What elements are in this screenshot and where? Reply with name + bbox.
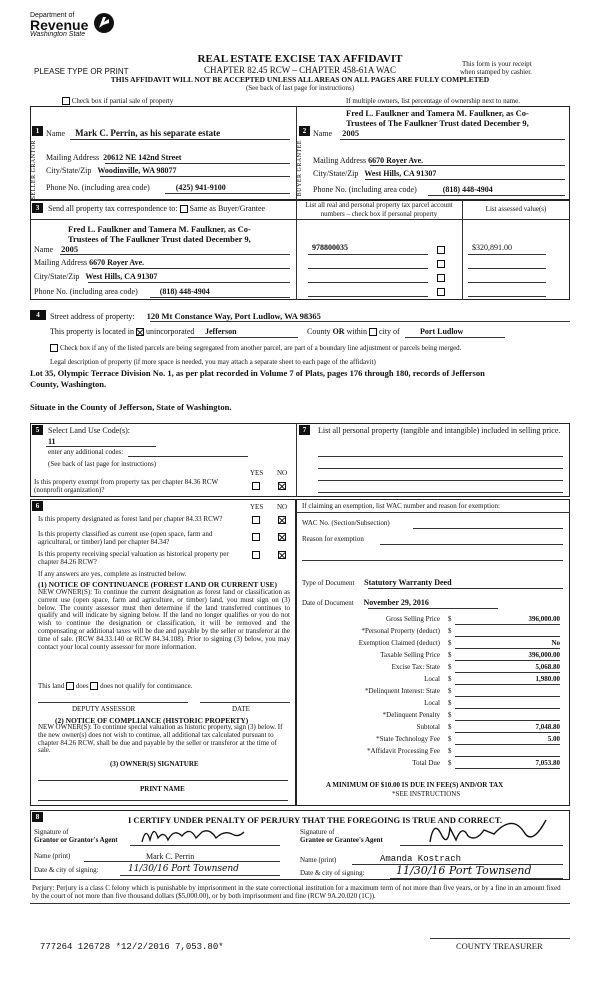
section5-see-back: (See back of last page for instructions): [48, 460, 157, 468]
tax-row-currency: $: [448, 747, 452, 755]
see-instructions: *SEE INSTRUCTIONS: [392, 790, 461, 798]
tax-row-label: Total Due: [412, 759, 440, 767]
city-name: Port Ludlow: [420, 327, 464, 336]
exempt-question: Is this property exempt from property tax per chapter 84.36 RCW (nonprofit organization)?: [34, 478, 218, 494]
this-land-label: This land: [38, 682, 65, 690]
located-label: This property is located in: [50, 327, 134, 336]
tax-row-label: *Personal Property (deduct): [361, 627, 440, 635]
parcel-header: List all real and personal property tax parcel account numbers – check box if personal property: [305, 201, 453, 218]
section5-no-header: NO: [277, 469, 288, 477]
same-as-buyer-label: Same as Buyer/Grantee: [189, 204, 266, 213]
parcel-number: 978800035: [312, 243, 348, 252]
tax-row-currency: $: [448, 699, 452, 707]
seller-name: Mark C. Perrin, as his separate estate: [75, 128, 221, 138]
situate-text: Situate in the County of Jefferson, State of Washington.: [30, 402, 232, 412]
tax-row-currency: $: [448, 759, 452, 767]
does-label: does: [75, 682, 89, 690]
or-label: OR: [332, 327, 345, 336]
additional-codes-label: enter any additional codes:: [48, 448, 124, 456]
if-yes-note: If any answers are yes, complete as instructed below.: [38, 570, 187, 578]
deputy-assessor-label: DEPUTY ASSESSOR: [72, 705, 136, 713]
historic-yes-checkbox[interactable]: [252, 551, 260, 559]
seller-city-label: City/State/Zip: [46, 166, 92, 175]
tax-row-currency: $: [448, 675, 452, 683]
land-use-label: Select Land Use Code(s):: [48, 426, 130, 435]
doc-type-label: Type of Document: [302, 579, 355, 587]
unincorporated-checkbox[interactable]: [136, 328, 144, 336]
section3-name-label: Name: [34, 245, 54, 254]
section4-num: 4: [30, 310, 46, 320]
form-title: REAL ESTATE EXCISE TAX AFFIDAVIT: [197, 53, 403, 65]
section3-city: West Hills, CA 91307: [85, 272, 158, 281]
personal-property-checkbox-3[interactable]: [437, 274, 445, 282]
section3-num: 3: [32, 203, 43, 213]
grantor-signature: [138, 822, 248, 846]
segregated-label: Check box if any of the listed parcels are being segregated from another parcel, are part of a boundary line adjustment or parcels being merged.: [60, 344, 462, 352]
date-label: DATE: [232, 705, 250, 713]
partial-sale-box[interactable]: [62, 97, 70, 105]
partial-sale-label: Check box if partial sale of property: [71, 97, 174, 105]
grantee-signature: [420, 812, 560, 848]
grantee-date-label: Date & city of signing:: [300, 869, 365, 877]
street-label: Street address of property:: [50, 312, 135, 321]
notice2-body: NEW OWNER(S): To continue special valuation as historic property, sign (3) below. If the new owner(s) does not wish to continue, all additional tax calculated pursuant to chapter 84.26 RCW, shall be due and payable by the seller or transferor at the time of sale.: [38, 723, 283, 755]
buyer-address: 6670 Royer Ave.: [368, 156, 424, 165]
tax-row-value: 396,000.00: [528, 615, 560, 623]
buyer-side-label: BUYER GRANTEE: [297, 140, 303, 197]
logo-mark-icon: [92, 12, 116, 34]
county-name: Jefferson: [205, 327, 237, 336]
minimum-due-note: A MINIMUM OF $10.00 IS DUE IN FEE(S) AND/OR TAX: [326, 781, 504, 789]
tax-row-value: 1,980.00: [535, 675, 560, 683]
section5-num: 5: [32, 425, 43, 435]
grantee-name-label: Name (print): [300, 856, 337, 864]
multiple-owners-note: If multiple owners, list percentage of ownership next to name.: [346, 97, 520, 105]
assessed-header: List assessed value(s): [485, 205, 547, 213]
grantor-date-label: Date & city of signing:: [34, 866, 99, 874]
assessed-value: $320,891.00: [472, 243, 512, 252]
section3-phone: (818) 448-4904: [159, 287, 210, 296]
grantee-sig-label-2: Grantee or Grantee's Agent: [300, 836, 383, 844]
section6-yes-header: YES: [250, 503, 264, 511]
logo-dept-name: Revenue: [30, 17, 89, 33]
exemption-label: If claiming an exemption, list WAC number and reason for exemption:: [302, 502, 500, 510]
tax-row-label: Exemption Claimed (deduct): [358, 639, 440, 647]
tax-row-currency: $: [448, 723, 452, 731]
grantee-sig-label-1: Signature of: [300, 828, 335, 836]
section3-name-line3: 2005: [61, 244, 79, 254]
historic-question: Is this property receiving special valuation as historical property per chapter 84.26 RCW?: [38, 550, 229, 566]
current-use-question: Is this property classified as current use (open space, farm and agricultural, or timber) land per chapter 84.34?: [38, 530, 213, 546]
seller-name-label: Name: [46, 129, 66, 138]
tax-row-label: Subtotal: [416, 723, 440, 731]
receipt-note-2: when stamped by cashier.: [460, 68, 532, 76]
tax-row-currency: $: [448, 615, 452, 623]
buyer-city: West Hills, CA 91307: [364, 169, 437, 178]
seller-phone-label: Phone No. (including area code): [46, 183, 150, 192]
buyer-addr-label: Mailing Address: [313, 156, 367, 165]
tax-row-label: Local: [424, 699, 440, 707]
section8-num: 8: [32, 812, 43, 822]
seller-address: 20612 NE 142nd Street: [103, 153, 182, 162]
section3-name-line2: Trustees of The Faulkner Trust dated December 9,: [68, 234, 251, 244]
grantor-sig-label-2: Grantor or Grantor's Agent: [34, 836, 118, 844]
seller-side-label: SELLER GRANTOR: [31, 140, 37, 200]
tax-row-currency: $: [448, 639, 452, 647]
legal-description-line1: Lot 35, Olympic Terrace Division No. 1, as per plat recorded in Volume 7 of Plats, pages 176 through 180, records of Jefferson: [30, 368, 485, 378]
tax-row-value: 5,068.80: [535, 663, 560, 671]
city-of-label: city of: [379, 327, 400, 336]
tax-row-value: 396,000.00: [528, 651, 560, 659]
buyer-name-line2: Trustees of The Faulkner Trust dated December 9,: [346, 118, 529, 128]
grantor-date-city: 11/30/16 Port Townsend: [128, 864, 239, 874]
tax-row-label: *Delinquent Penalty: [382, 711, 440, 719]
please-type: PLEASE TYPE OR PRINT: [34, 67, 129, 76]
does-not-label: does not qualify for continuance.: [100, 682, 193, 690]
grantee-date-city: 11/30/16 Port Townsend: [396, 864, 532, 877]
within-label: within: [346, 327, 368, 336]
tax-row-label: Gross Selling Price: [385, 615, 440, 623]
section3-city-label: City/State/Zip: [34, 272, 80, 281]
section6-num: 6: [32, 501, 43, 511]
street-address: 120 Mt Constance Way, Port Ludlow, WA 98365: [146, 311, 321, 321]
buyer-name-label: Name: [313, 129, 333, 138]
city-checkbox[interactable]: [369, 328, 377, 336]
logo-state: Washington State: [30, 31, 86, 38]
section6-no-header: NO: [277, 503, 288, 511]
grantor-sig-label-1: Signature of: [34, 828, 69, 836]
perjury-statement: Perjury: Perjury is a class C felony which is punishable by imprisonment in the state correctional institution for a maximum term of not more than five years, or by a fine in an amount fixed by the court of not more than five thousand dollars ($5,000.00), or by both imprisonment and fine (RCW 9A.20.020 (1C)).: [32, 884, 561, 900]
section3-phone-label: Phone No. (including area code): [34, 287, 138, 296]
legal-description-line2: County, Washington.: [30, 379, 107, 389]
does-not-qualify-checkbox[interactable]: [90, 682, 98, 690]
exempt-yes-checkbox[interactable]: [252, 482, 260, 490]
seller-num: 1: [32, 126, 43, 136]
form-subtitle: CHAPTER 82.45 RCW – CHAPTER 458-61A WAC: [204, 65, 396, 75]
notice1-body: NEW OWNER(S): To continue the current designation as forest land or classification as current use (open space, farm and agriculture, or timber) land, you must sign on (3) below. The county assessor must then determine if the land transferred continues to qualify and will indicate by signing below. If the land no longer qualifies or you do not wish to continue the designation or classification, it will be removed and the compensating or additional taxes will be due and payable by the seller or transferor at the time of sale. (RCW 84.33.140 or RCW 84.34.108). Prior to signing (3) below, you may contact your local county assessor for more information.: [38, 588, 290, 651]
owner-signature-label: (3) OWNER(S) SIGNATURE: [110, 760, 199, 768]
section3-addr-label: Mailing Address: [34, 258, 88, 267]
grantor-name-label: Name (print): [34, 852, 71, 860]
does-qualify-checkbox[interactable]: [66, 682, 74, 690]
personal-property-checkbox-2[interactable]: [437, 260, 445, 268]
personal-property-checkbox-1[interactable]: [437, 246, 445, 254]
logo-dept-line: Department of: [30, 12, 75, 19]
tax-row-label: Local: [424, 675, 440, 683]
seller-city: Woodinville, WA 98077: [97, 166, 177, 175]
doc-date-label: Date of Document: [302, 599, 354, 607]
forest-yes-checkbox[interactable]: [252, 516, 260, 524]
land-use-code: 11: [48, 437, 56, 446]
same-as-buyer-checkbox[interactable]: [180, 205, 188, 213]
document-date: November 29, 2016: [363, 598, 429, 607]
buyer-num: 2: [299, 126, 310, 136]
dor-logo: [30, 12, 120, 52]
buyer-phone: (818) 448-4904: [442, 185, 493, 194]
see-back: (See back of last page for instructions): [245, 84, 355, 92]
current-use-yes-checkbox[interactable]: [252, 533, 260, 541]
section3-address: 6670 Royer Ave.: [89, 258, 145, 267]
personal-property-checkbox-4[interactable]: [437, 288, 445, 296]
tax-row-currency: $: [448, 651, 452, 659]
tax-row-value: 7,048.80: [535, 723, 560, 731]
section5-yes-header: YES: [250, 469, 264, 477]
treasurer-stamp: 777264 126728 *12/2/2016 7,053.80*: [40, 942, 224, 952]
tax-row-currency: $: [448, 711, 452, 719]
tax-row-currency: $: [448, 735, 452, 743]
county-label: County: [307, 327, 331, 336]
tax-row-label: Taxable Selling Price: [380, 651, 440, 659]
tax-row-currency: $: [448, 687, 452, 695]
partial-sale-checkbox[interactable]: [62, 97, 173, 105]
tax-row-label: *Affidavit Processing Fee: [367, 747, 440, 755]
buyer-city-label: City/State/Zip: [313, 169, 359, 178]
historic-no-checkbox[interactable]: [278, 551, 286, 559]
seller-phone: (425) 941-9100: [175, 183, 226, 192]
personal-property-label: List all personal property (tangible and intangible) included in selling price.: [318, 426, 561, 435]
section3-name-line1: Fred L. Faulkner and Tamera M. Faulkner, as Co-: [68, 224, 251, 234]
receipt-note-1: This form is your receipt: [462, 60, 532, 68]
notice1-title: (1) NOTICE OF CONTINUANCE (FOREST LAND OR CURRENT USE): [38, 580, 278, 589]
tax-row-currency: $: [448, 627, 452, 635]
segregated-checkbox[interactable]: [50, 344, 58, 352]
forest-no-checkbox[interactable]: [278, 516, 286, 524]
grantee-print-name: Amanda Kostrach: [380, 854, 462, 864]
buyer-phone-label: Phone No. (including area code): [313, 185, 417, 194]
legal-label: Legal description of property (if more space is needed, you may attach a separate sheet to each page of the affidavit): [50, 358, 376, 366]
current-use-no-checkbox[interactable]: [278, 533, 286, 541]
county-treasurer-label: COUNTY TREASURER: [456, 941, 543, 951]
reason-label: Reason for exemption: [302, 535, 364, 543]
certify-statement: I CERTIFY UNDER PENALTY OF PERJURY THAT THE FOREGOING IS TRUE AND CORRECT.: [128, 815, 503, 825]
wac-label: WAC No. (Section/Subsection): [302, 519, 390, 527]
section7-num: 7: [299, 425, 310, 435]
forest-land-question: Is this property designated as forest land per chapter 84.33 RCW?: [38, 515, 223, 523]
document-type: Statutory Warranty Deed: [364, 578, 452, 587]
tax-row-label: *State Technology Fee: [376, 735, 440, 743]
notice2-title: (2) NOTICE OF COMPLIANCE (HISTORIC PROPERTY): [55, 716, 249, 725]
tax-row-currency: $: [448, 663, 452, 671]
seller-addr-label: Mailing Address: [46, 153, 100, 162]
unincorporated-label: unincorporated: [145, 327, 195, 336]
section3-label: Send all property tax correspondence to:: [48, 204, 178, 213]
tax-row-value: 5.00: [547, 735, 560, 743]
tax-row-value: No: [551, 639, 560, 647]
print-name-label: PRINT NAME: [140, 785, 185, 793]
tax-row-label: Excise Tax: State: [391, 663, 440, 671]
buyer-name-line1: Fred L. Faulkner and Tamera M. Faulkner, as Co-: [346, 108, 529, 118]
exempt-no-checkbox[interactable]: [278, 482, 286, 490]
form-warning: THIS AFFIDAVIT WILL NOT BE ACCEPTED UNLESS ALL AREAS ON ALL PAGES ARE FULLY COMPLETED: [110, 75, 490, 84]
tax-row-value: 7,053.80: [535, 759, 560, 767]
tax-row-label: *Delinquent Interest: State: [364, 687, 440, 695]
grantor-print-name: Mark C. Perrin: [146, 852, 195, 861]
buyer-name-line3: 2005: [342, 128, 360, 138]
